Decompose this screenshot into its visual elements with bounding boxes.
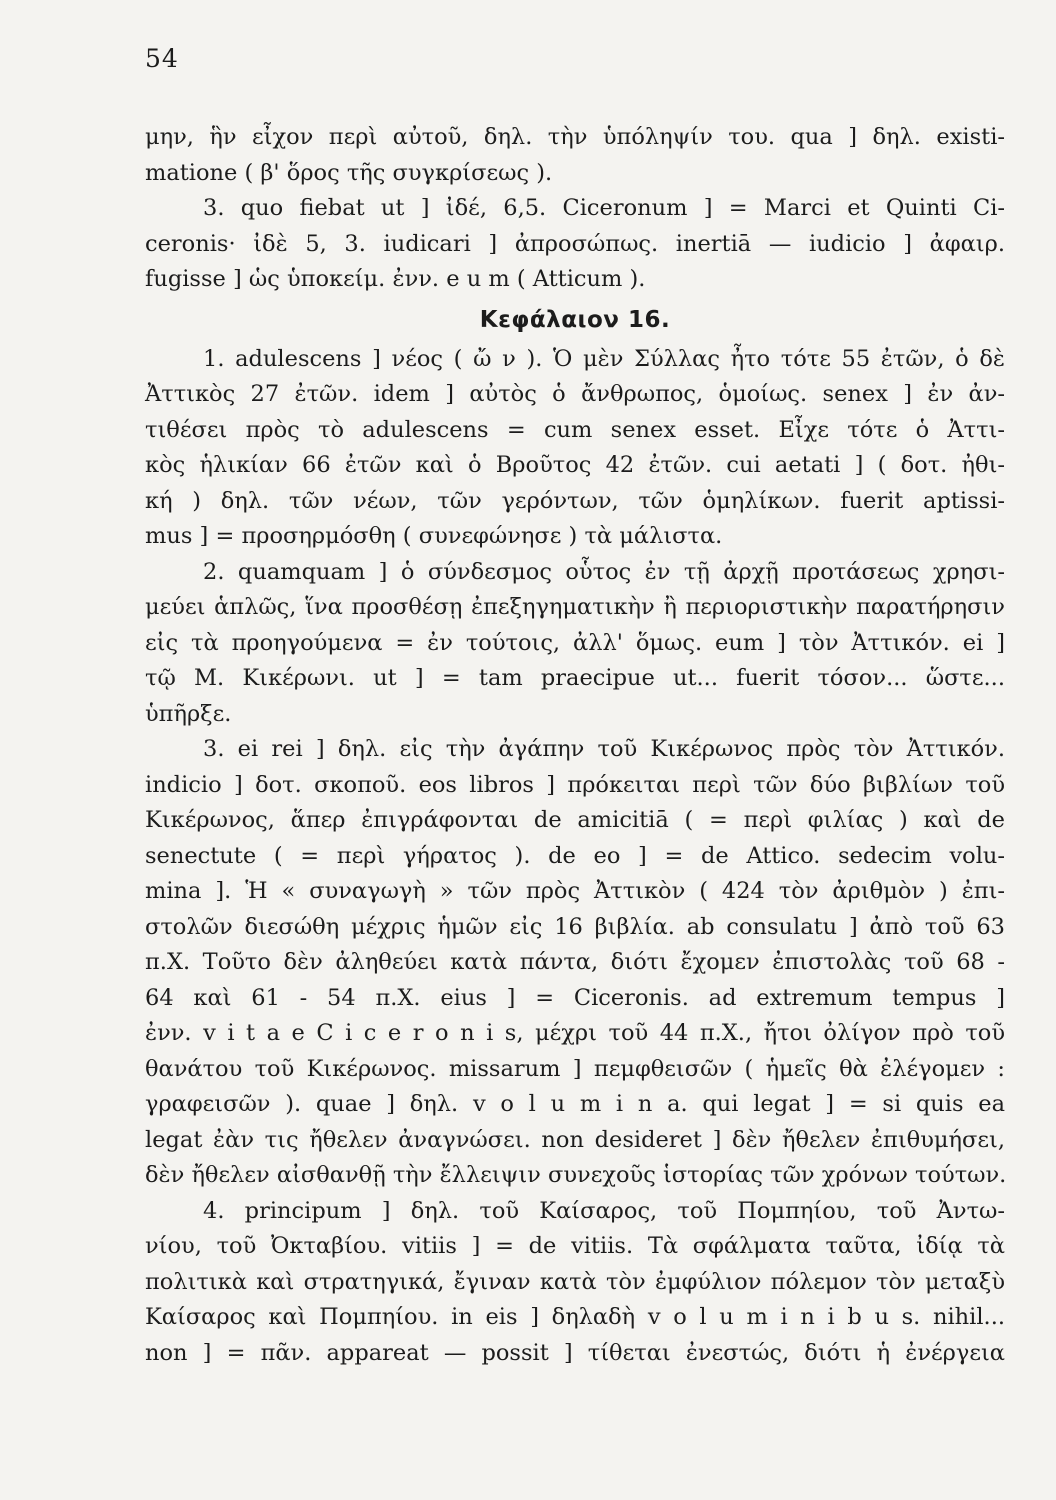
text-line: εἰς τὰ προηγούμενα = ἐν τούτοις, ἀλλ' ὅμως. eum ] τὸν Ἀττικόν. ei ] xyxy=(145,629,1005,656)
text-line: κή ) δηλ. τῶν νέων, τῶν γερόντων, τῶν ὁμηλίκων. fuerit aptissi- xyxy=(145,487,1005,514)
text-line: matione ( β' ὅρος τῆς συγκρίσεως ). xyxy=(145,159,553,186)
text-line: θανάτου τοῦ Κικέρωνος. missarum ] πεμφθεισῶν ( ἡμεῖς θὰ ἐλέγομεν : xyxy=(145,1055,1005,1082)
text-line: πολιτικὰ καὶ στρατηγικά, ἔγιναν κατὰ τὸν ἐμφύλιον πόλεμον τὸν μεταξὺ xyxy=(145,1268,1005,1295)
text-line: τῷ Μ. Κικέρωνι. ut ] = tam praecipue ut... fuerit τόσον... ὥστε... xyxy=(145,665,1005,691)
text-line: τιθέσει πρὸς τὸ adulescens = cum senex esset. Εἶχε τότε ὁ Ἀττι- xyxy=(145,416,1005,443)
text-line: legat ἐὰν τις ἤθελεν ἀναγνώσει. non desideret ] δὲν ἤθελεν ἐπιθυμήσει, xyxy=(145,1126,1005,1153)
text-line: 2. quamquam ] ὁ σύνδεσμος οὗτος ἐν τῇ ἀρχῇ προτάσεως χρησι- xyxy=(203,558,1005,585)
text-line: νίου, τοῦ Ὀκταβίου. vitiis ] = de vitiis. Τὰ σφάλματα ταῦτα, ἰδίᾳ τὰ xyxy=(145,1233,1005,1259)
text-line: mina ]. Ἡ « συναγωγὴ » τῶν πρὸς Ἀττικὸν ( 424 τὸν ἀριθμὸν ) ἐπι- xyxy=(145,878,1005,904)
text-line: non ] = πᾶν. appareat — possit ] τίθεται ἐνεστώς, διότι ἡ ἐνέργεια xyxy=(145,1339,1005,1366)
text-line: 3. quo fiebat ut ] ἰδέ, 6,5. Ciceronum ] = Marci et Quinti Ci- xyxy=(203,195,1005,221)
text-line: στολῶν διεσώθη μέχρις ἡμῶν εἰς 16 βιβλία. ab consulatu ] ἀπὸ τοῦ 63 xyxy=(145,913,1005,940)
text-line: ἐνν. v i t a e C i c e r o n i s, μέχρι τοῦ 44 π.Χ., ἤτοι ὀλίγον πρὸ τοῦ xyxy=(145,1020,1005,1046)
text-line: μεύει ἁπλῶς, ἵνα προσθέσῃ ἐπεξηγηματικὴν ἢ περιοριστικὴν παρατήρησιν xyxy=(145,594,1005,620)
text-line: 3. ei rei ] δηλ. εἰς τὴν ἀγάπην τοῦ Κικέρωνος πρὸς τὸν Ἀττικόν. xyxy=(203,736,1005,762)
page-number: 54 xyxy=(145,44,179,73)
text-line: Ἀττικὸς 27 ἐτῶν. idem ] αὐτὸς ὁ ἄνθρωπος, ὁμοίως. senex ] ἐν ἀν- xyxy=(145,381,1005,407)
text-line: δὲν ἤθελεν αἰσθανθῇ τὴν ἔλλειψιν συνεχοῦς ἱστορίας τῶν χρόνων τούτων. xyxy=(145,1162,1007,1188)
text-line: mus ] = προσηρμόσθη ( συνεφώνησε ) τὰ μάλιστα. xyxy=(145,523,723,549)
text-line: indicio ] δοτ. σκοποῦ. eos libros ] πρόκειται περὶ τῶν δύο βιβλίων τοῦ xyxy=(145,771,1005,798)
text-line: 1. adulescens ] νέος ( ὤ ν ). Ὁ μὲν Σύλλας ἦτο τότε 55 ἐτῶν, ὁ δὲ xyxy=(203,345,1005,372)
text-line: Κικέρωνος, ἅπερ ἐπιγράφονται de amicitiā ( = περὶ φιλίας ) καὶ de xyxy=(145,807,1005,833)
text-line: senectute ( = περὶ γήρατος ). de eo ] = de Attico. sedecim volu- xyxy=(145,842,1005,869)
text-line: ὑπῆρξε. xyxy=(145,700,232,727)
text-line: μην, ἣν εἶχον περὶ αὐτοῦ, δηλ. τὴν ὑπόληψίν του. qua ] δηλ. existi- xyxy=(145,124,1005,150)
text-line: κὸς ἡλικίαν 66 ἐτῶν καὶ ὁ Βροῦτος 42 ἐτῶν. cui aetati ] ( δοτ. ἠθι- xyxy=(145,452,1005,478)
text-line: 64 καὶ 61 - 54 π.Χ. eius ] = Ciceronis. ad extremum tempus ] xyxy=(145,984,1005,1011)
text-line: 4. principum ] δηλ. τοῦ Καίσαρος, τοῦ Πομπηίου, τοῦ Ἀντω- xyxy=(203,1197,1005,1224)
text-line: π.Χ. Τοῦτο δὲν ἀληθεύει κατὰ πάντα, διότι ἔχομεν ἐπιστολὰς τοῦ 68 - xyxy=(145,949,1005,975)
text-line: fugisse ] ὡς ὑποκείμ. ἐνν. e u m ( Atticum ). xyxy=(145,266,646,292)
text-line: γραφεισῶν ). quae ] δηλ. v o l u m i n a. qui legat ] = si quis ea xyxy=(145,1091,1005,1117)
text-line: Καίσαρος καὶ Πομπηίου. in eis ] δηλαδὴ v o l u m i n i b u s. nihil... xyxy=(145,1304,1005,1330)
chapter-heading: Κεφάλαιον 16. xyxy=(479,306,671,333)
commentary-text xyxy=(145,120,1005,1371)
text-line: ceronis· ἰδὲ 5, 3. iudicari ] ἀπροσώπως. inertiā — iudicio ] ἀφαιρ. xyxy=(145,230,1005,257)
